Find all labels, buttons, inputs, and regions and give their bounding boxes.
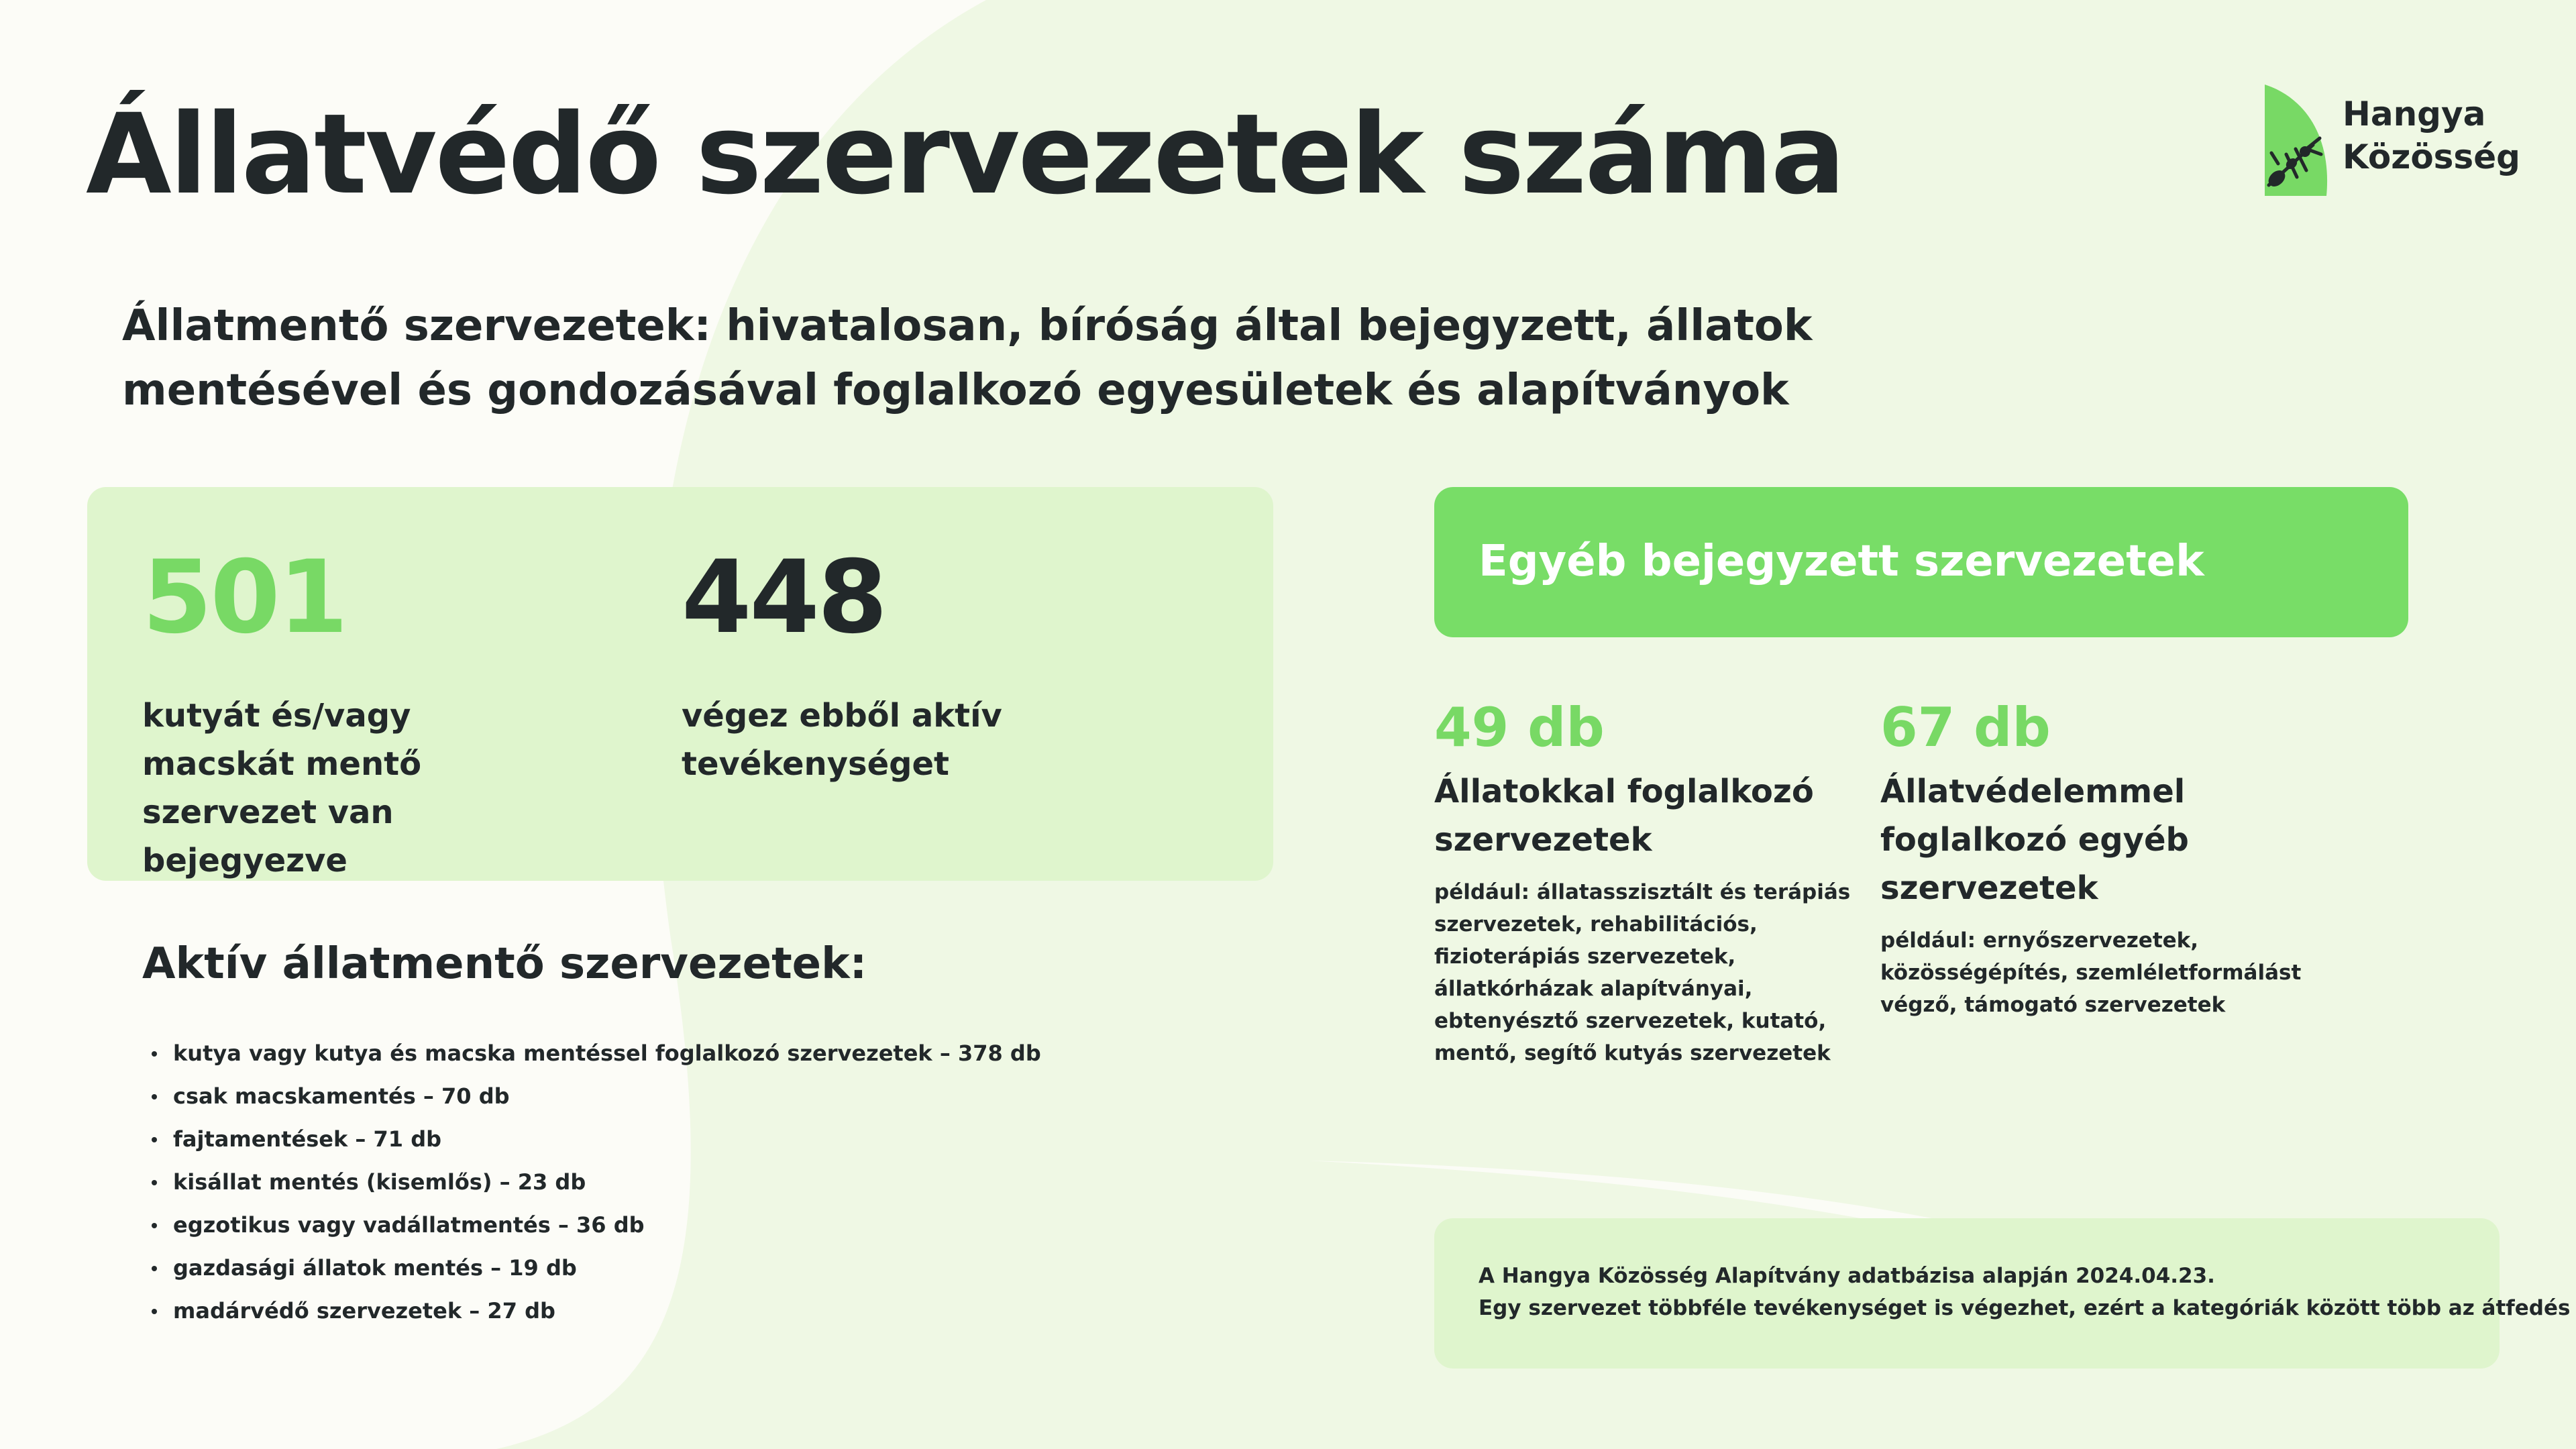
logo-wordmark bbox=[2343, 93, 2520, 178]
source-note bbox=[1434, 1218, 2571, 1368]
definition-text: Állatmentő szervezetek: hivatalosan, bíróság által bejegyzett, állatok mentésével és gondozásával foglalkozó egyesületek és alapítványok bbox=[122, 301, 1813, 415]
other-description: például: állatasszisztált és terápiás szervezetek, rehabilitációs, fizioterápiás szervezetek, állatkórházak alapítványai, ebtenyésztő szervezetek, kutató, mentő, segítő kutyás szervezetek bbox=[1434, 880, 1851, 1065]
source-line-2: Egy szervezet többféle tevékenységet is végezhet, ezért a kategóriák között több az átfedés bbox=[1479, 1296, 2571, 1320]
stats-card bbox=[87, 487, 1273, 881]
active-count: 448 bbox=[682, 539, 886, 656]
other-count: 67 db bbox=[1880, 696, 2051, 759]
registered-label: kutyát és/vagy macskát mentő szervezet van bejegyezve bbox=[142, 697, 422, 879]
other-count: 49 db bbox=[1434, 696, 1605, 759]
source-line-1: A Hangya Közösség Alapítvány adatbázisa alapján 2024.04.23. bbox=[1479, 1264, 2215, 1288]
active-orgs-heading: Aktív állatmentő szervezetek: bbox=[142, 939, 867, 989]
brand-logo bbox=[2259, 85, 2520, 199]
list-item: gazdasági állatok mentés – 19 db bbox=[149, 1246, 1289, 1289]
ant-leaf-icon bbox=[2259, 85, 2332, 196]
active-orgs-list bbox=[149, 1032, 1289, 1332]
other-title: Állatokkal foglalkozó szervezetek bbox=[1434, 773, 1814, 859]
logo-line-1: Hangya bbox=[2343, 95, 2486, 133]
logo-line-2: Közösség bbox=[2343, 138, 2520, 176]
other-title: Állatvédelemmel foglalkozó egyéb szervezetek bbox=[1880, 773, 2189, 907]
list-item: kisállat mentés (kisemlős) – 23 db bbox=[149, 1161, 1289, 1203]
list-item: fajtamentések – 71 db bbox=[149, 1118, 1289, 1161]
other-orgs-column-protection bbox=[1880, 691, 2310, 1021]
list-item: csak macskamentés – 70 db bbox=[149, 1075, 1289, 1118]
list-item: kutya vagy kutya és macska mentéssel foglalkozó szervezetek – 378 db bbox=[149, 1032, 1289, 1075]
registered-count: 501 bbox=[142, 539, 347, 656]
active-label: végez ebből aktív tevékenységet bbox=[682, 697, 1002, 783]
page-title: Állatvédő szervezetek száma bbox=[86, 90, 1844, 219]
other-description: például: ernyőszervezetek, közösségépítés, szemléletformálást végző, támogató szervezetek bbox=[1880, 928, 2302, 1017]
other-orgs-heading: Egyéb bejegyzett szervezetek bbox=[1479, 537, 2204, 586]
list-item: madárvédő szervezetek – 27 db bbox=[149, 1289, 1289, 1332]
other-orgs-header bbox=[1434, 487, 2408, 637]
other-orgs-column-animals bbox=[1434, 691, 1864, 1069]
list-item: egzotikus vagy vadállatmentés – 36 db bbox=[149, 1203, 1289, 1246]
